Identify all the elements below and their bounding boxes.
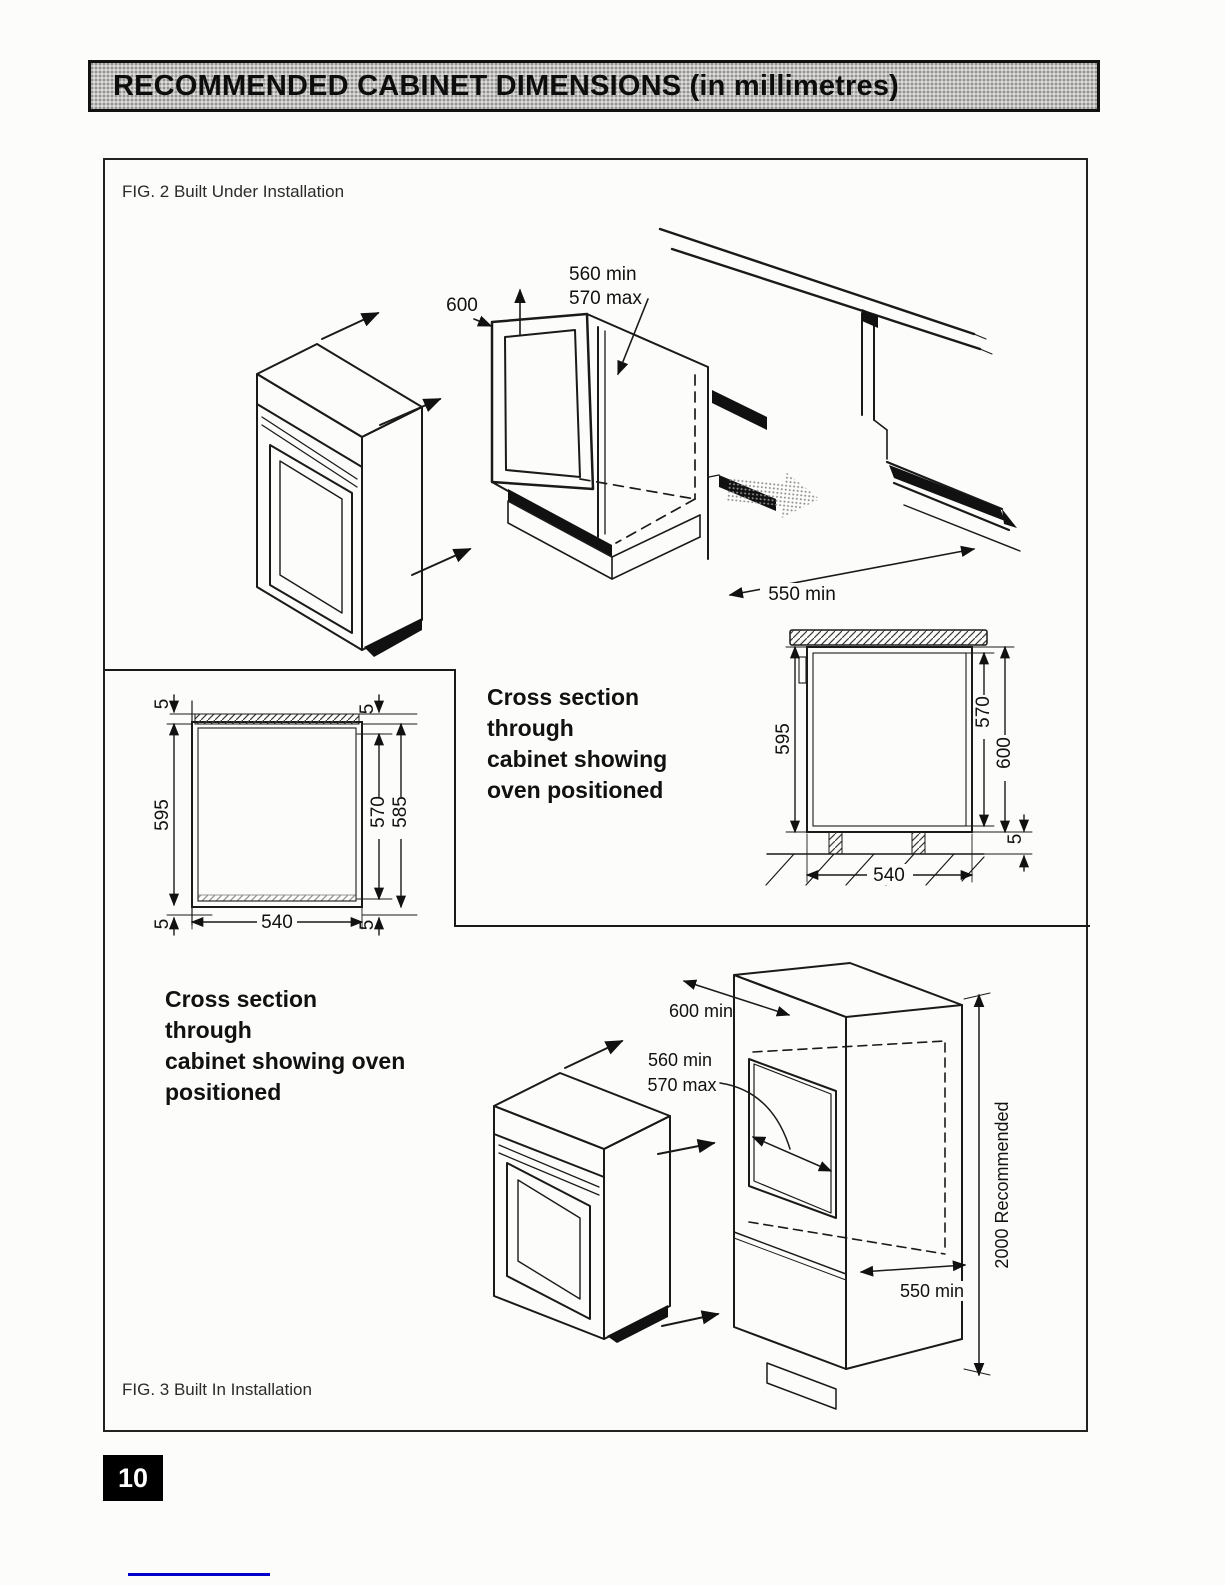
dim-top-left-5: 5 bbox=[152, 698, 173, 710]
cross-section-under-text: Cross section through cabinet showing oven positioned bbox=[487, 684, 668, 803]
fig2-dim-600: 600 bbox=[446, 295, 478, 316]
fig3-dim-2000: 2000 Recommended bbox=[992, 1101, 1012, 1269]
cabinet-foot bbox=[829, 832, 842, 854]
fig3-diagram bbox=[462, 937, 1022, 1417]
fig2-dimension-lines bbox=[474, 290, 974, 595]
fig3-dim-570max: 570 max bbox=[647, 1075, 717, 1095]
hyperlink-underline bbox=[128, 1573, 270, 1576]
cross-section-in-text: Cross section through cabinet showing oven positioned bbox=[165, 986, 406, 1105]
dim-bottom-left-5: 5 bbox=[152, 918, 173, 930]
cross-section-under-diagram bbox=[117, 657, 467, 957]
page-number-badge: 10 bbox=[103, 1455, 163, 1501]
fig2-dim-570max: 570 max bbox=[569, 288, 642, 309]
fig2-dim-560min: 560 min bbox=[569, 264, 637, 285]
section-title: RECOMMENDED CABINET DIMENSIONS (in millimetres) bbox=[113, 69, 900, 102]
dim-600: 600 bbox=[994, 737, 1015, 769]
push-arrow-icon bbox=[726, 467, 822, 522]
oven-shadow bbox=[364, 618, 422, 657]
oven-illustration bbox=[494, 1073, 670, 1343]
fig3-dim-600min: 600 min bbox=[668, 1001, 734, 1021]
worktop-illustration bbox=[660, 229, 1020, 551]
oven-shadow bbox=[607, 1305, 668, 1343]
fig3-dim-550min: 550 min bbox=[899, 1281, 965, 1301]
dim-595: 595 bbox=[773, 723, 794, 755]
cabinet-cross-section bbox=[192, 701, 362, 925]
cabinet-cross-section bbox=[790, 630, 987, 854]
dim-5: 5 bbox=[1005, 833, 1026, 845]
dim-top-right-5: 5 bbox=[357, 703, 378, 715]
fig2-dim-550min: 550 min bbox=[768, 584, 836, 605]
dim-595: 595 bbox=[152, 799, 173, 831]
cross-section-right-diagram bbox=[772, 617, 1102, 927]
cabinet-housing-illustration bbox=[492, 314, 708, 579]
fig2-diagram bbox=[112, 227, 1092, 642]
dim-540: 540 bbox=[873, 865, 905, 886]
cabinet-foot bbox=[912, 832, 925, 854]
fig3-caption: FIG. 3 Built In Installation bbox=[122, 1380, 312, 1399]
fig2-caption: FIG. 2 Built Under Installation bbox=[122, 182, 345, 201]
dim-540: 540 bbox=[261, 912, 293, 933]
figure-frame bbox=[103, 158, 1088, 1432]
dim-570: 570 bbox=[368, 796, 389, 828]
fig3-dim-560min: 560 min bbox=[647, 1050, 713, 1070]
dim-570: 570 bbox=[973, 696, 994, 728]
worktop-hatch bbox=[195, 714, 359, 724]
worktop-hatch bbox=[790, 630, 987, 645]
dim-bottom-right-5: 5 bbox=[357, 919, 378, 931]
tall-cabinet-illustration bbox=[734, 963, 965, 1409]
oven-illustration bbox=[257, 344, 422, 657]
section-banner bbox=[88, 60, 1100, 112]
dim-585: 585 bbox=[390, 796, 411, 828]
insert-direction-arrow-icon bbox=[322, 313, 470, 575]
